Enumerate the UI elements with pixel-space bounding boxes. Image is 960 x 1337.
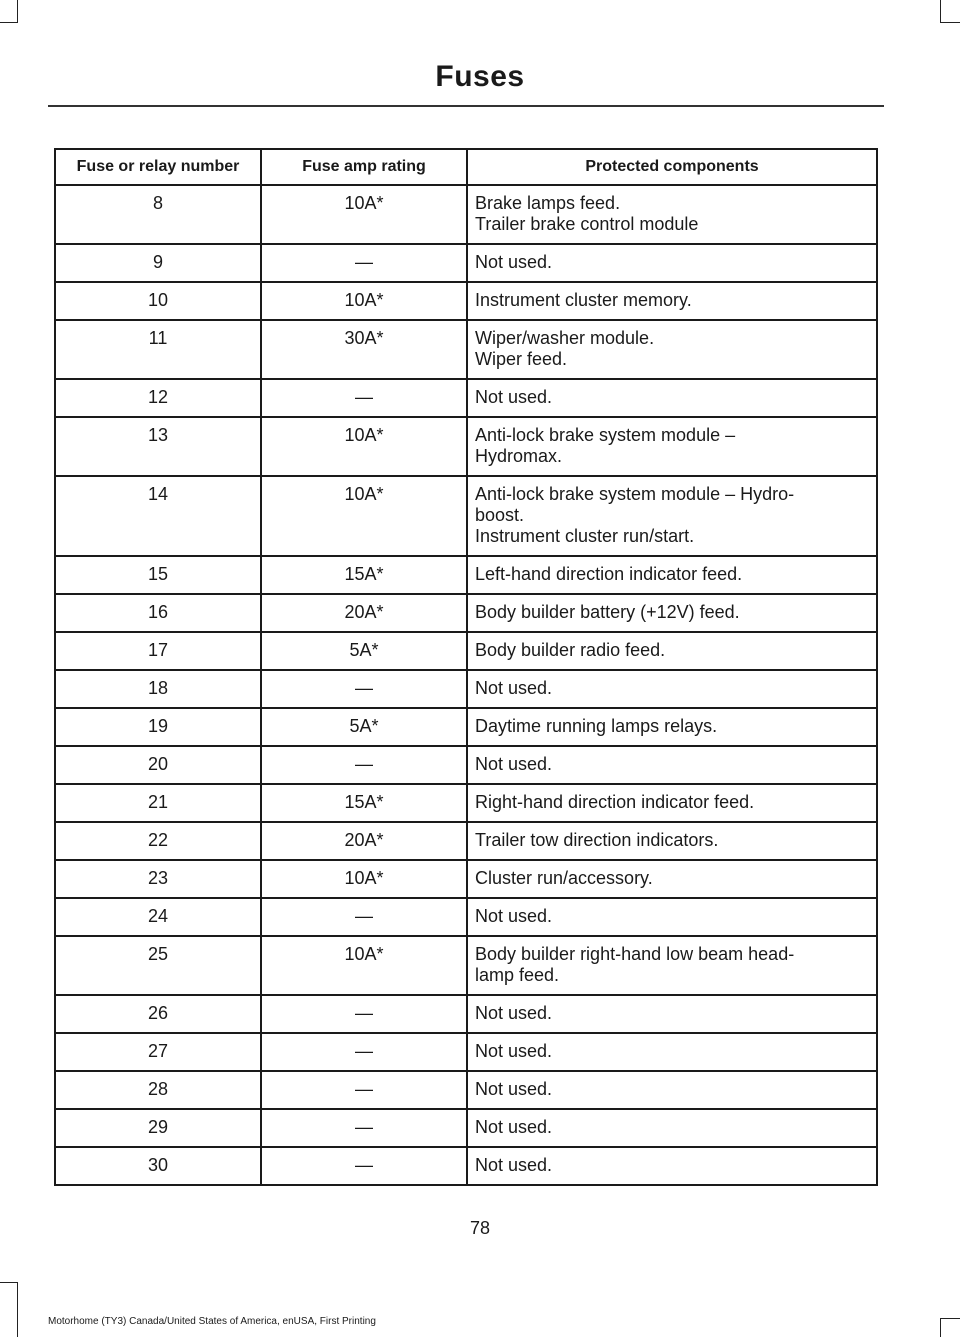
crop-mark-bottom-right-v [940,1318,941,1337]
protected-components-cell [467,1147,877,1185]
fuse-number-cell: 9 [55,244,261,282]
component-line: Not used. [475,1003,553,1023]
protected-components-cell [467,594,877,632]
table-row [55,822,877,860]
component-line: Trailer tow direction indicators. [475,830,719,850]
component-line: Body builder radio feed. [475,640,666,660]
amp-rating-cell: 10A* [261,860,467,898]
crop-mark-top-right-v [940,0,941,22]
crop-mark-bottom-right-h [940,1318,960,1319]
table-row [55,244,877,282]
crop-mark-top-left-h [0,22,18,23]
component-line: Not used. [475,1117,553,1137]
component-line: Instrument cluster run/start. [475,526,695,546]
table-row [55,185,877,244]
protected-components-cell [467,670,877,708]
fuse-number-cell: 30 [55,1147,261,1185]
fuse-table [54,148,878,1186]
component-line: Instrument cluster memory. [475,290,692,310]
protected-components-cell [467,320,877,379]
amp-rating-cell: — [261,746,467,784]
component-line: Right-hand direction indicator feed. [475,792,755,812]
amp-rating-cell: — [261,1033,467,1071]
component-line: Cluster run/accessory. [475,868,653,888]
protected-components-cell [467,936,877,995]
table-row [55,282,877,320]
table-row [55,936,877,995]
amp-rating-cell: — [261,244,467,282]
column-header-protected-components: Protected components [467,149,877,185]
amp-rating-cell: — [261,1109,467,1147]
fuse-number-cell: 18 [55,670,261,708]
amp-rating-cell: 10A* [261,476,467,556]
component-line: lamp feed. [475,965,560,985]
component-line: Daytime running lamps relays. [475,716,718,736]
fuse-number-cell: 21 [55,784,261,822]
table-row [55,320,877,379]
table-row [55,417,877,476]
protected-components-cell [467,379,877,417]
table-row [55,1109,877,1147]
amp-rating-cell: 5A* [261,632,467,670]
fuse-number-cell: 11 [55,320,261,379]
protected-components-cell [467,185,877,244]
component-line: Hydromax. [475,446,563,466]
component-line: Not used. [475,1079,553,1099]
component-line: Left-hand direction indicator feed. [475,564,743,584]
component-line: boost. [475,505,525,525]
protected-components-cell [467,417,877,476]
crop-mark-top-left-v [17,0,18,22]
protected-components-cell [467,1033,877,1071]
component-line: Not used. [475,252,553,272]
table-row [55,860,877,898]
amp-rating-cell: 10A* [261,185,467,244]
table-row [55,632,877,670]
fuse-number-cell: 27 [55,1033,261,1071]
fuse-number-cell: 15 [55,556,261,594]
component-line: Anti-lock brake system module – Hydro- [475,484,795,504]
table-row [55,746,877,784]
table-header-row [55,149,877,185]
protected-components-cell [467,632,877,670]
fuse-number-cell: 13 [55,417,261,476]
component-line: Not used. [475,1041,553,1061]
table-row [55,379,877,417]
protected-components-cell [467,476,877,556]
table-row [55,556,877,594]
component-line: Not used. [475,387,553,407]
fuse-number-cell: 29 [55,1109,261,1147]
protected-components-cell [467,556,877,594]
fuse-number-cell: 10 [55,282,261,320]
fuse-number-cell: 19 [55,708,261,746]
amp-rating-cell: 10A* [261,282,467,320]
protected-components-cell [467,860,877,898]
protected-components-cell [467,1109,877,1147]
fuse-number-cell: 17 [55,632,261,670]
fuse-number-cell: 25 [55,936,261,995]
table-row [55,1147,877,1185]
amp-rating-cell: 5A* [261,708,467,746]
crop-mark-bottom-left-h [0,1282,18,1283]
fuse-number-cell: 8 [55,185,261,244]
component-line: Brake lamps feed. [475,193,621,213]
fuse-number-cell: 12 [55,379,261,417]
fuse-number-cell: 24 [55,898,261,936]
protected-components-cell [467,708,877,746]
protected-components-cell [467,822,877,860]
protected-components-cell [467,282,877,320]
fuse-number-cell: 22 [55,822,261,860]
component-line: Not used. [475,906,553,926]
fuse-number-cell: 26 [55,995,261,1033]
amp-rating-cell: 10A* [261,417,467,476]
protected-components-cell [467,784,877,822]
fuse-number-cell: 28 [55,1071,261,1109]
amp-rating-cell: — [261,1071,467,1109]
footer-text: Motorhome (TY3) Canada/United States of America, enUSA, First Printing [48,1316,376,1327]
amp-rating-cell: 15A* [261,556,467,594]
amp-rating-cell: 15A* [261,784,467,822]
table-row [55,1071,877,1109]
component-line: Anti-lock brake system module – [475,425,736,445]
amp-rating-cell: — [261,379,467,417]
component-line: Trailer brake control module [475,214,699,234]
component-line: Body builder right-hand low beam head- [475,944,795,964]
fuse-number-cell: 23 [55,860,261,898]
table-row [55,670,877,708]
fuse-number-cell: 20 [55,746,261,784]
component-line: Not used. [475,1155,553,1175]
crop-mark-top-right-h [940,22,960,23]
table-row [55,476,877,556]
amp-rating-cell: 30A* [261,320,467,379]
table-row [55,898,877,936]
table-body [55,185,877,1185]
component-line: Wiper/washer module. [475,328,655,348]
component-line: Not used. [475,754,553,774]
protected-components-cell [467,1071,877,1109]
amp-rating-cell: — [261,898,467,936]
fuse-number-cell: 14 [55,476,261,556]
table-row [55,1033,877,1071]
table-row [55,784,877,822]
amp-rating-cell: — [261,670,467,708]
fuse-number-cell: 16 [55,594,261,632]
protected-components-cell [467,898,877,936]
component-line: Not used. [475,678,553,698]
table-row [55,995,877,1033]
amp-rating-cell: 20A* [261,594,467,632]
component-line: Wiper feed. [475,349,568,369]
table-row [55,594,877,632]
component-line: Body builder battery (+12V) feed. [475,602,740,622]
title-divider [48,105,884,107]
protected-components-cell [467,746,877,784]
page-number: 78 [469,1218,491,1238]
amp-rating-cell: 20A* [261,822,467,860]
crop-mark-bottom-left-v [17,1282,18,1337]
table-row [55,708,877,746]
amp-rating-cell: 10A* [261,936,467,995]
protected-components-cell [467,244,877,282]
page-title: Fuses [435,60,525,93]
amp-rating-cell: — [261,995,467,1033]
column-header-fuse-number: Fuse or relay number [55,149,261,185]
column-header-amp-rating: Fuse amp rating [261,149,467,185]
amp-rating-cell: — [261,1147,467,1185]
protected-components-cell [467,995,877,1033]
